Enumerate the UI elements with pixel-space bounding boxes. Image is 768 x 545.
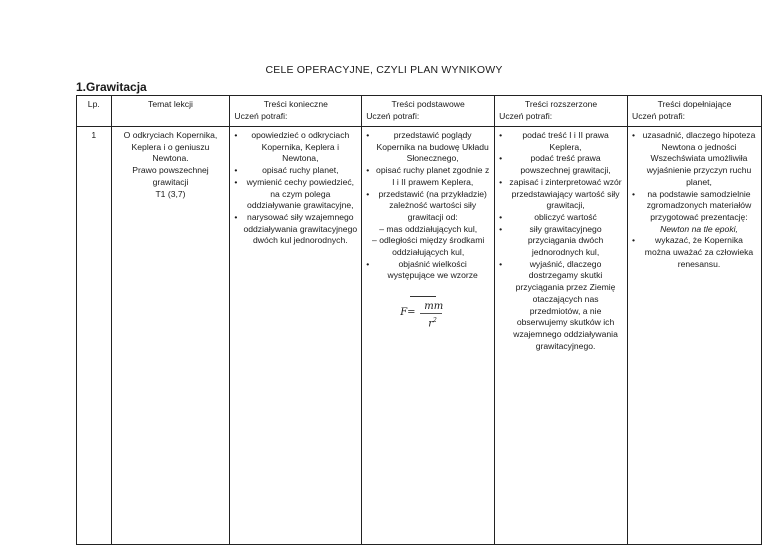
list-item: • obliczyć wartość <box>499 211 597 222</box>
formula-numerator: mm <box>424 301 444 313</box>
header-topic: Temat lekcji <box>111 96 230 127</box>
topic-line: O odkryciach Kopernika, <box>123 130 218 140</box>
header-dopelniajace: Treści dopełniające Uczeń potrafi: <box>628 96 762 127</box>
list-item: • przedstawić (na przykładzie) zależność wartości siły grawitacji od: <box>366 188 487 222</box>
list-item: • przedstawić poglądy Kopernika na budowę Układu Słonecznego, <box>366 130 489 164</box>
header-podstawowe: Treści podstawowe Uczeń potrafi: <box>362 96 495 127</box>
cell-podstawowe <box>362 127 495 545</box>
list-item: • uzasadnić, dlaczego hipoteza Newtona o jedności Wszechświata umożliwiła wyjaśnienie przyczyn ruchu planet, <box>632 130 756 187</box>
cell-konieczne <box>230 127 362 545</box>
topic-line: T1 (3,7) <box>155 188 186 199</box>
topic-line: Newtona. <box>152 153 189 164</box>
list-subitem: – mas oddziałujących kul, <box>379 223 478 234</box>
list-item: • na podstawie samodzielnie zgromadzonych materiałów przygotować prezentację: Newton na tle epoki, <box>632 188 752 234</box>
table-header-row <box>77 96 762 127</box>
list-item: • opowiedzieć o odkryciach Kopernika, Keplera i Newtona, <box>234 130 350 164</box>
cell-lp: 1 <box>77 127 112 545</box>
formula-lhs: F= <box>400 307 416 319</box>
list-item: • wyjaśnić, dlaczego dostrzegamy skutki przyciągania przez Ziemię otaczających nas przedmiotów, a nie obserwujemy skutków ich wzajemnego oddziaływania grawitacyjnego. <box>499 258 618 351</box>
header-konieczne: Treści konieczne Uczeń potrafi: <box>230 96 362 127</box>
list-item: • siły grawitacyjnego przyciągania dwóch jednorodnych kul, <box>499 223 604 258</box>
list-item: • wymienić cechy powiedzieć, na czym polega oddziaływanie grawitacyjne, <box>234 176 355 211</box>
cell-dopelniajace <box>628 127 762 545</box>
topic-line: grawitacji <box>152 176 189 187</box>
presentation-title: Newton na tle epoki, <box>660 223 738 234</box>
topic-line: Prawo powszechnej <box>132 165 209 176</box>
list-item: • narysować siły wzajemnego oddziaływania grawitacyjnego dwóch kul jednorodnych. <box>234 211 358 246</box>
section-heading: 1.Grawitacja <box>76 80 147 94</box>
header-rozszerzone: Treści rozszerzone Uczeń potrafi: <box>495 96 628 127</box>
list-item: • opisać ruchy planet, <box>234 165 339 176</box>
list-item: • podać treść I i II prawa Keplera, <box>499 130 609 152</box>
formula-denominator: $r^2$ <box>428 317 437 330</box>
cell-topic <box>111 127 230 545</box>
list-item: • opisać ruchy planet zgodnie z I i II prawem Keplera, <box>366 165 490 187</box>
list-item: • objaśnić wielkości występujące we wzorze <box>366 258 478 281</box>
header-lp: Lp. <box>77 96 112 127</box>
table-row <box>77 127 762 545</box>
list-item: • wykazać, że Kopernika można uważać za człowieka renesansu. <box>632 235 754 269</box>
topic-line: Keplera i o geniuszu <box>131 141 210 152</box>
list-item: • zapisać i zinterpretować wzór przedstawiający wartość siły grawitacji, <box>499 176 622 211</box>
gravity-formula <box>384 296 454 332</box>
page-title: CELE OPERACYJNE, CZYLI PLAN WYNIKOWY <box>265 64 503 76</box>
cell-rozszerzone <box>495 127 628 545</box>
learning-outcomes-table <box>76 95 762 545</box>
list-item: • podać treść prawa powszechnej grawitacji, <box>499 153 611 176</box>
list-subitem: – odległości między środkami oddziałujących kul, <box>372 235 485 258</box>
